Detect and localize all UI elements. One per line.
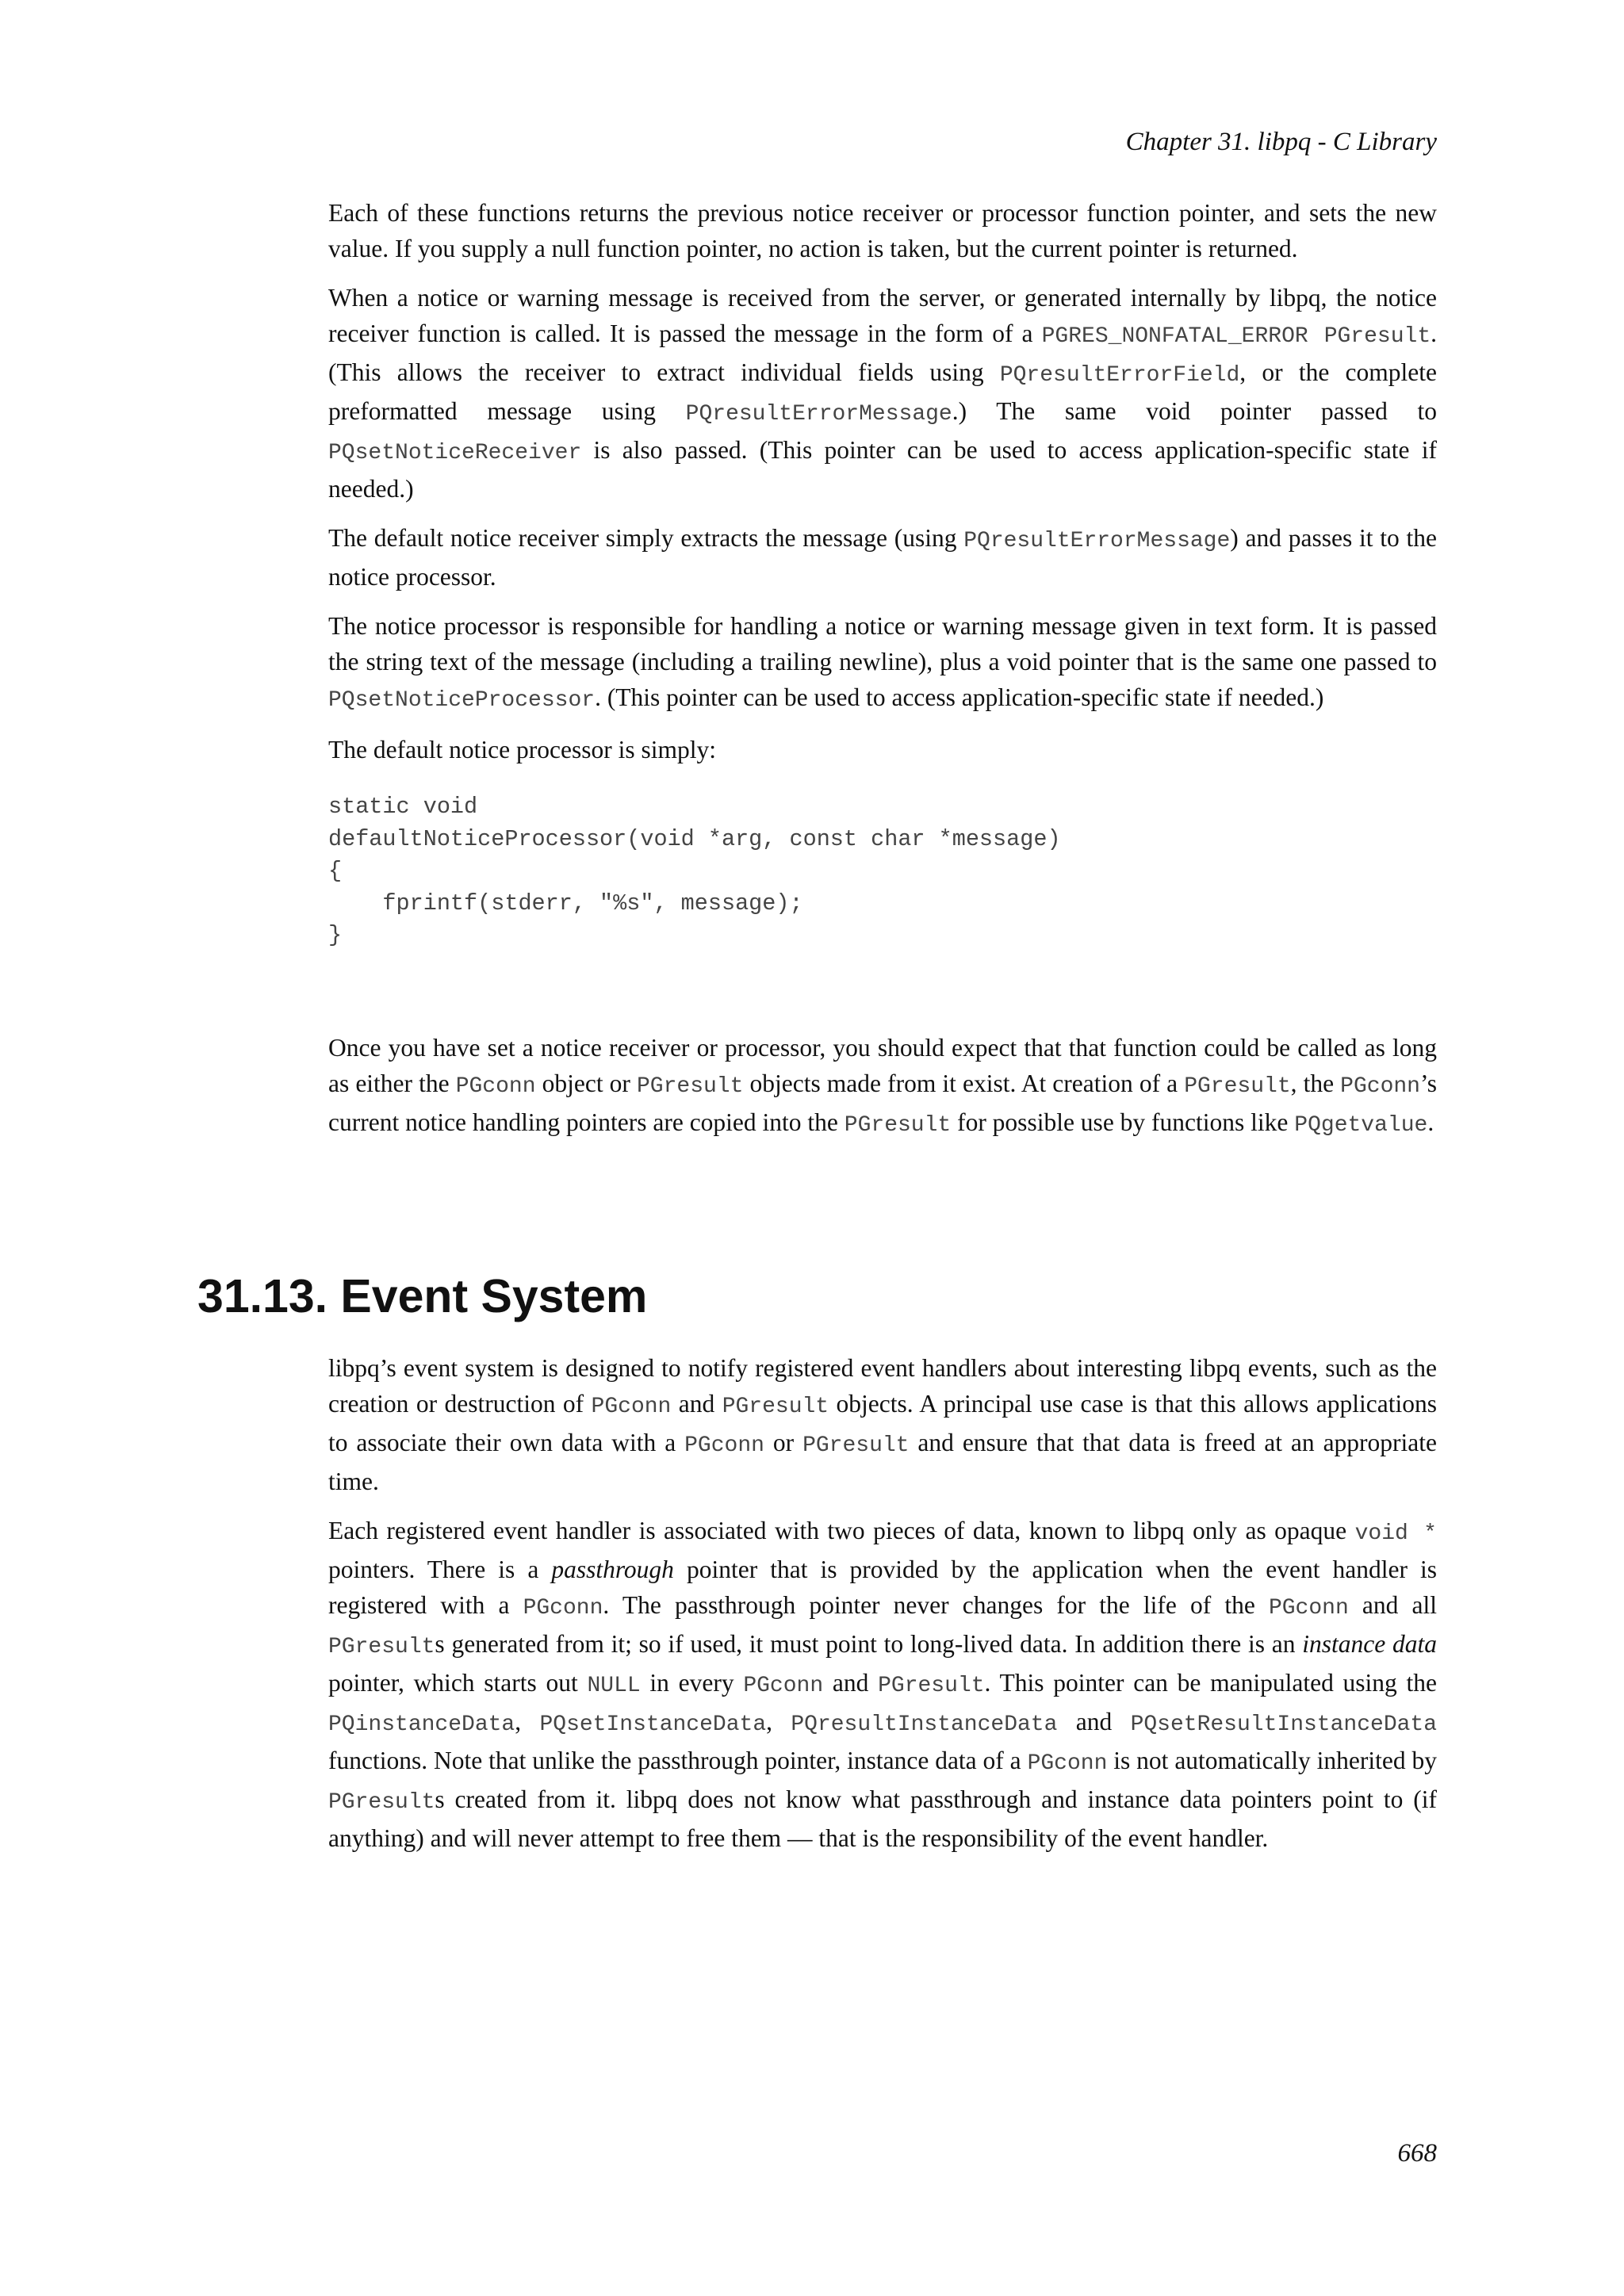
code-term: PGresult <box>1184 1073 1291 1099</box>
text-run: , <box>515 1708 540 1735</box>
code-term: PGresult <box>328 1790 435 1815</box>
code-term: PGresult <box>802 1433 910 1458</box>
text-run: libpq’s event system is designed to notify registered event handlers about interesting libpq events, such as the creation or destruction of <box>328 1354 1437 1418</box>
code-term: PGconn <box>455 1073 536 1099</box>
text-run: functions. Note that unlike the passthrough pointer, instance data of a <box>328 1747 1028 1774</box>
text-run: The notice processor is responsible for handling a notice or warning message given in text form. It is passed the string text of the message (including a trailing newline), plus a void pointer that is the same one passed to <box>328 612 1437 675</box>
code-term: PGconn <box>743 1674 824 1698</box>
paragraph-notice-receiver <box>328 280 1437 507</box>
code-term: PQgetvalue <box>1294 1112 1428 1138</box>
code-term: PQinstanceData <box>328 1712 515 1737</box>
text-run: . This pointer can be manipulated using the <box>984 1669 1438 1697</box>
text-run: is not automatically inherited by <box>1107 1747 1437 1774</box>
text-run: pointers. There is a <box>328 1556 552 1583</box>
paragraph-return-values <box>328 195 1437 266</box>
text-run: .) The same void pointer passed to <box>952 397 1437 425</box>
code-term: NULL <box>587 1674 641 1698</box>
text-run: s generated from it; so if used, it must point to long-lived data. In addition there is an <box>435 1630 1303 1658</box>
code-term: PQsetResultInstanceData <box>1130 1712 1438 1737</box>
text-run: and all <box>1348 1591 1437 1619</box>
text-run: When a notice or warning message is received from the server, or generated internally by libpq, the notice receiver function is called. It is passed the message in the form of a <box>328 284 1437 347</box>
section-title: 31.13. Event System <box>197 1270 648 1322</box>
emphasis-term: instance data <box>1302 1630 1437 1658</box>
text-run: The default notice processor is simply: <box>328 736 717 763</box>
code-term: PGresult <box>844 1112 952 1138</box>
emphasis-term: passthrough <box>551 1556 674 1583</box>
code-term: PGresult <box>636 1073 744 1099</box>
paragraph-default-processor-intro <box>328 732 1437 767</box>
text-run: in every <box>640 1669 744 1697</box>
text-run: s created from it. libpq does not know what passthrough and instance data pointers point to (if anything) and will never attempt to free them — that is the responsibility of the event handler. <box>328 1785 1437 1852</box>
code-term: PGconn <box>591 1395 672 1419</box>
text-run: The default notice receiver simply extracts the message (using <box>328 524 964 552</box>
text-run: . <box>1427 1108 1434 1136</box>
running-header: Chapter 31. libpq - C Library <box>1125 128 1437 156</box>
code-term: PQsetNoticeReceiver <box>328 441 582 465</box>
code-term: PGresult <box>328 1635 435 1659</box>
text-run: for possible use by functions like <box>951 1108 1295 1136</box>
text-run: , the <box>1290 1069 1341 1097</box>
text-run: object or <box>535 1069 637 1097</box>
code-term: PQresultErrorField <box>999 363 1240 388</box>
section-body <box>328 1350 1437 1869</box>
code-term: PGconn <box>1027 1751 1108 1776</box>
text-run: and <box>823 1669 879 1697</box>
paragraph-receiver-lifetime <box>328 1030 1437 1143</box>
paragraph-default-receiver <box>328 520 1437 595</box>
text-run: ) and passes it to the notice processor. <box>328 524 1437 591</box>
text-run: and <box>1057 1708 1131 1735</box>
text-run: , or the complete preformatted message using <box>328 358 1438 425</box>
code-term: PQsetNoticeProcessor <box>328 688 596 713</box>
text-run: Once you have set a notice receiver or processor, you should expect that that function could be called as long as either the <box>328 1033 1437 1097</box>
text-run: . (This allows the receiver to extract individual fields using <box>328 320 1437 386</box>
code-term: PQresultInstanceData <box>791 1712 1058 1737</box>
text-run: pointer, which starts out <box>328 1669 588 1697</box>
code-term: void * <box>1354 1521 1437 1546</box>
paragraph-notice-processor <box>328 608 1437 718</box>
code-term: PGconn <box>684 1433 764 1458</box>
text-run: Each registered event handler is associated with two pieces of data, known to libpq only as opaque <box>328 1517 1355 1544</box>
code-term: PQresultErrorMessage <box>963 529 1231 553</box>
text-run: pointer that is provided by the application when the event handler is registered with a <box>328 1556 1437 1619</box>
text-run: objects. A principal use case is that this allows applications to associate their own data with a <box>328 1390 1437 1456</box>
text-run: and ensure that that data is freed at an appropriate time. <box>328 1429 1437 1495</box>
text-run: . (This pointer can be used to access application-specific state if needed.) <box>595 683 1324 711</box>
text-run: ’s current notice handling pointers are copied into the <box>328 1069 1437 1136</box>
text-run: , <box>766 1708 791 1735</box>
code-example: static void defaultNoticeProcessor(void *arg, const char *message) { fprintf(stderr, "%s", message); } <box>328 794 1061 948</box>
code-term: PGconn <box>1340 1073 1420 1099</box>
code-term: PGRES_NONFATAL_ERROR PGresult <box>1041 324 1431 349</box>
text-run: is also passed. (This pointer can be used to access application-specific state if needed.) <box>328 436 1437 503</box>
text-run: and <box>671 1390 722 1418</box>
text-run: . The passthrough pointer never changes for the life of the <box>603 1591 1269 1619</box>
code-term: PGresult <box>878 1674 985 1698</box>
text-run: objects made from it exist. At creation of a <box>743 1069 1185 1097</box>
code-term: PGconn <box>1268 1596 1349 1621</box>
page-number: 668 <box>1397 2139 1437 2168</box>
text-run: or <box>764 1429 803 1456</box>
code-term: PGresult <box>722 1395 829 1419</box>
paragraph-event-system-intro <box>328 1350 1437 1499</box>
code-term: PQresultErrorMessage <box>685 402 952 427</box>
code-term: PQsetInstanceData <box>539 1712 767 1737</box>
text-run: Each of these functions returns the previous notice receiver or processor function pointer, and sets the new value. If you supply a null function pointer, no action is taken, but the current pointer is returned. <box>328 199 1437 262</box>
code-term: PGconn <box>523 1596 603 1621</box>
paragraph-event-handler-data <box>328 1513 1437 1856</box>
page-content <box>328 195 1437 1157</box>
